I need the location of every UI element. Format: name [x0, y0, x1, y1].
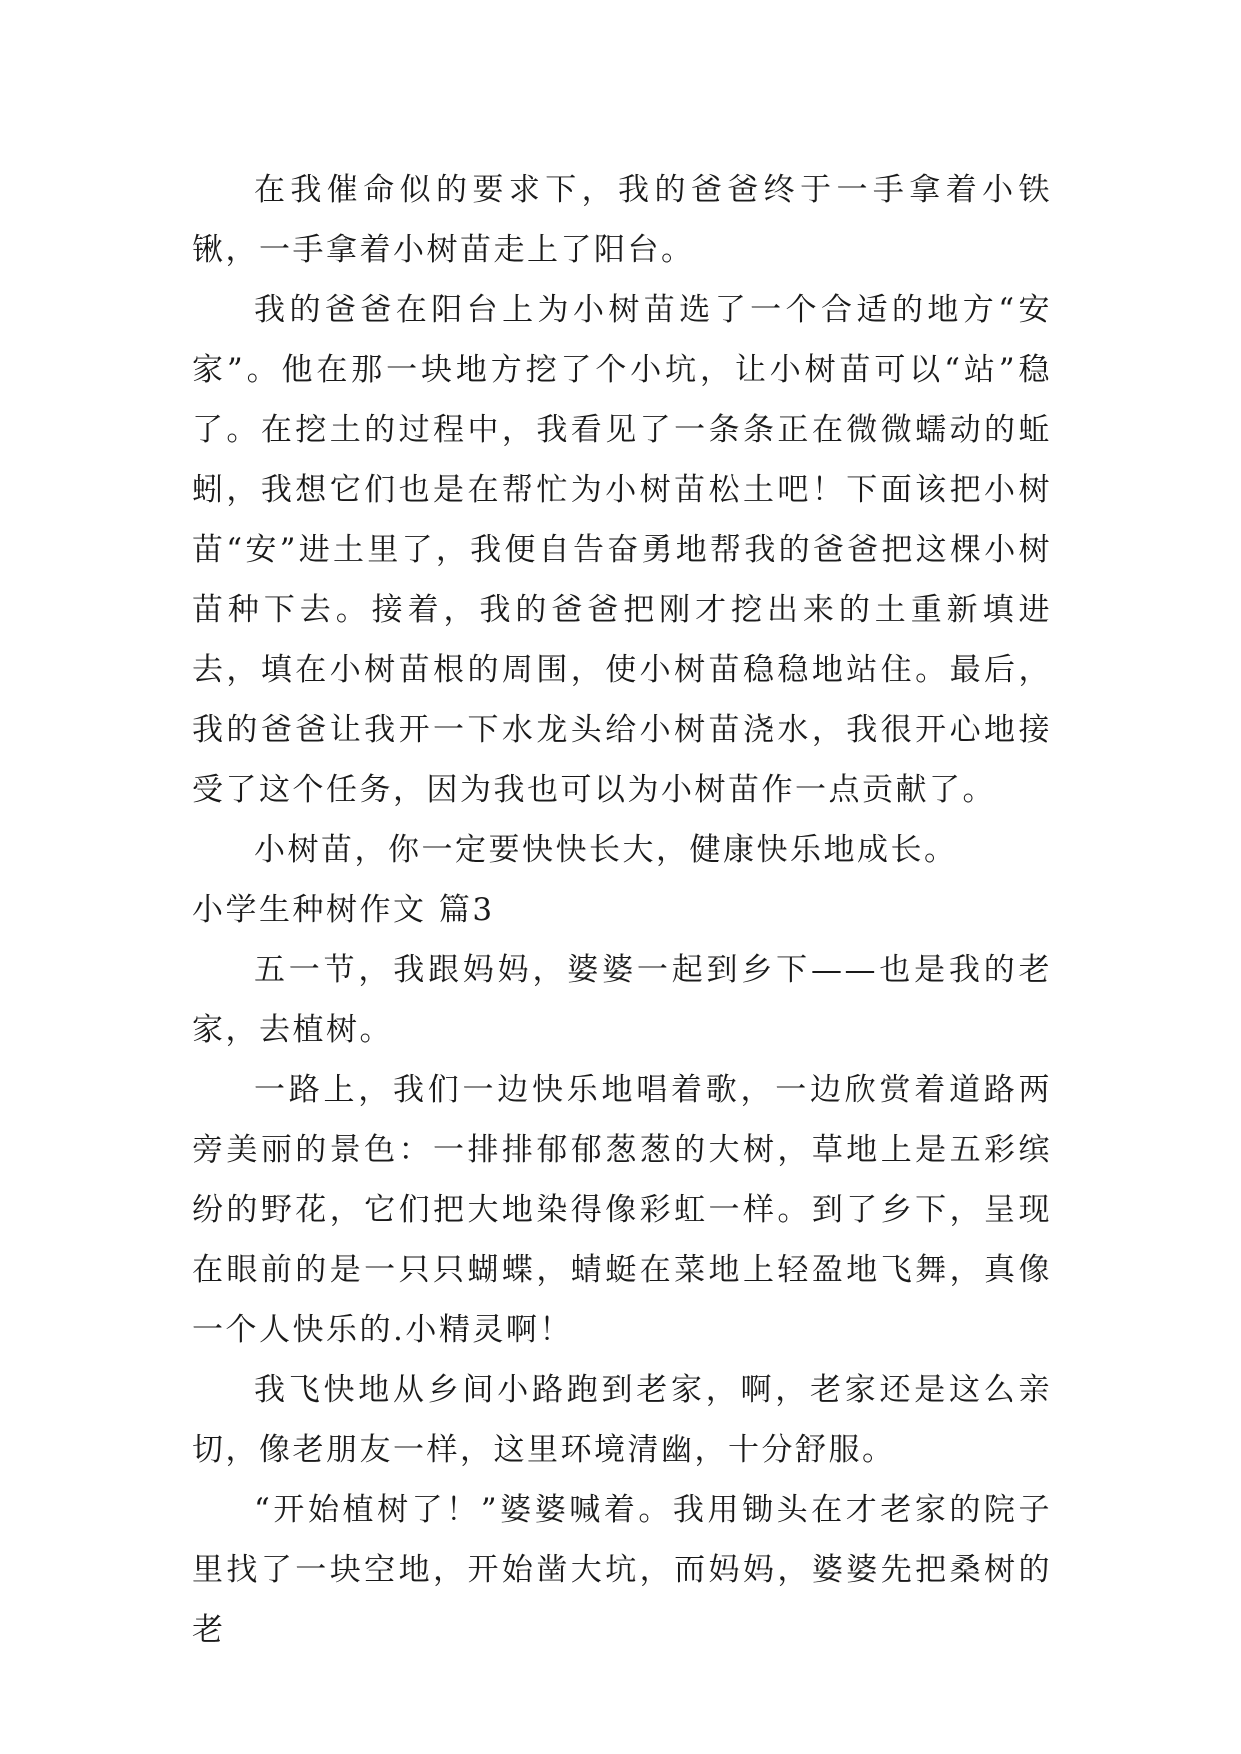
section-heading: 小学生种树作文 篇3 — [192, 892, 495, 928]
paragraph: “开始植树了！”婆婆喊着。我用锄头在才老家的院子里找了一块空地，开始凿大坑，而妈妈，婆婆先把桑树的老 — [192, 1492, 1052, 1648]
paragraph: 我飞快地从乡间小路跑到老家，啊，老家还是这么亲切，像老朋友一样，这里环境清幽，十分舒服。 — [192, 1372, 1052, 1468]
paragraph: 我的爸爸在阳台上为小树苗选了一个合适的地方“安家”。他在那一块地方挖了个小坑，让小树苗可以“站”稳了。在挖土的过程中，我看见了一条条正在微微蠕动的蚯蚓，我想它们也是在帮忙为小树苗松土吧！下面该把小树苗“安”进土里了，我便自告奋勇地帮我的爸爸把这棵小树苗种下去。接着，我的爸爸把刚才挖出来的土重新填进 去，填在小树苗根的周围，使小树苗稳稳地站住。最后，我的爸爸让我开一下水龙头给小树苗浇水，我很开心地接受了这个任务，因为我也可以为小树苗作一点贡献了。 — [192, 292, 1052, 808]
paragraph: 在我催命似的要求下，我的爸爸终于一手拿着小铁锹，一手拿着小树苗走上了阳台。 — [192, 172, 1052, 268]
document-body — [192, 160, 1052, 1660]
paragraph: 五一节，我跟妈妈，婆婆一起到乡下——也是我的老家，去植树。 — [192, 952, 1052, 1048]
paragraph: 一路上，我们一边快乐地唱着歌，一边欣赏着道路两旁美丽的景色：一排排郁郁葱葱的大树，草地上是五彩缤纷的野花，它们把大地染得像彩虹一样。到了乡下，呈现在眼前的是一只只蝴蝶，蜻蜓在菜地上轻盈地飞舞，真像一个人快乐的.小精灵啊！ — [192, 1072, 1052, 1348]
paragraph: 小树苗，你一定要快快长大，健康快乐地成长。 — [254, 832, 958, 868]
